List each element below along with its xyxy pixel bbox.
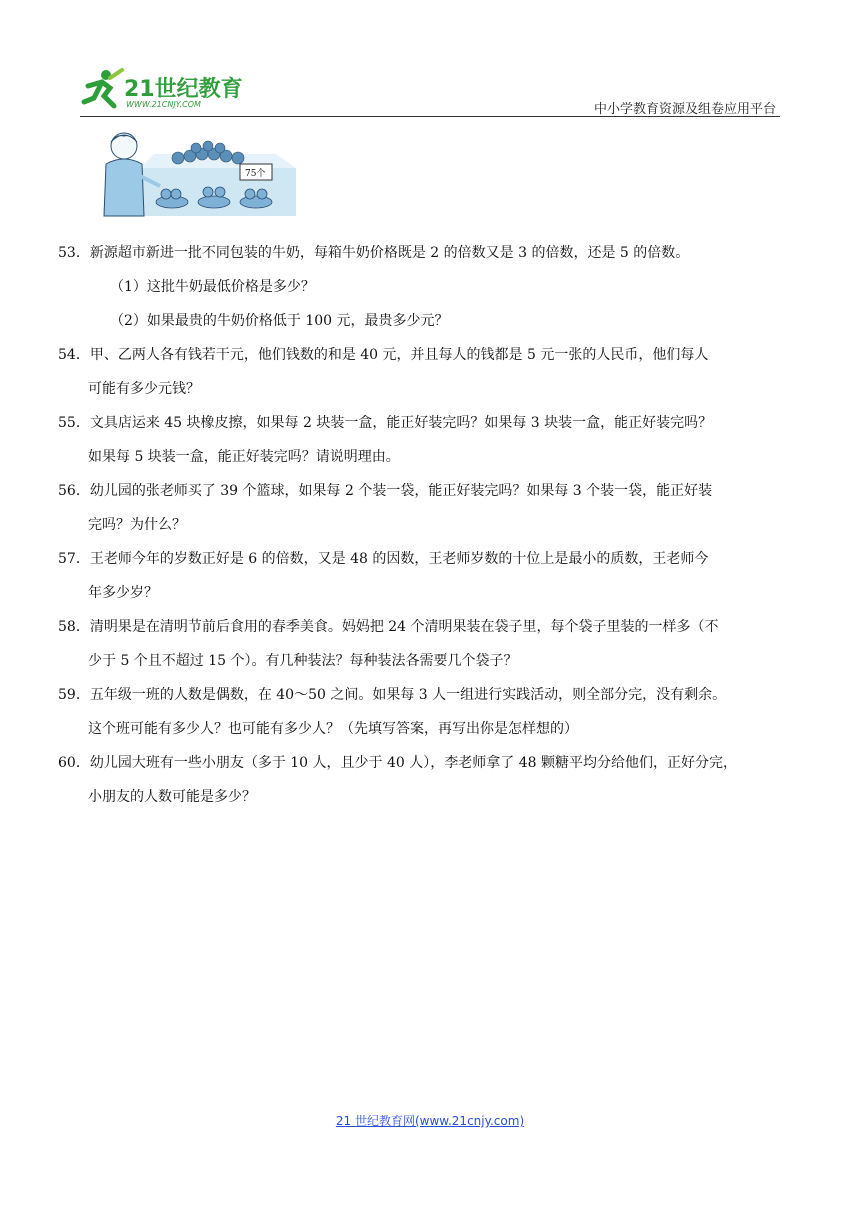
question-list [58, 236, 780, 814]
question-line: 57．王老师今年的岁数正好是 6 的倍数，又是 48 的因数，王老师岁数的十位上是最小的质数，王老师今 [58, 551, 709, 567]
question-line-cont: 少于 5 个且不超过 15 个）。有几种装法？每种装法各需要几个袋子？ [88, 653, 518, 669]
question-number: 57． [58, 551, 90, 567]
question-line: 56．幼儿园的张老师买了 39 个篮球，如果每 2 个装一袋，能正好装完吗？如果每 3 个装一袋，能正好装 [58, 483, 713, 499]
question-number: 55． [58, 415, 90, 431]
question-number: 58． [58, 619, 90, 635]
question-line-cont: 可能有多少元钱？ [88, 381, 200, 397]
page-header [80, 66, 780, 118]
question-line: 54．甲、乙两人各有钱若干元，他们钱数的和是 40 元，并且每人的钱都是 5 元一张的人民币，他们每人 [58, 347, 709, 363]
question-line-cont: 年多少岁？ [88, 585, 158, 601]
question-line: 60．幼儿园大班有一些小朋友（多于 10 人，且少于 40 人），李老师拿了 48 颗糖平均分给他们，正好分完， [58, 755, 737, 771]
question-line-cont: 完吗？为什么？ [88, 517, 186, 533]
footer-link[interactable]: 21 世纪教育网(www.21cnjy.com) [335, 1114, 525, 1128]
question-53 [58, 236, 780, 270]
question-number: 59． [58, 687, 90, 703]
question-59 [58, 678, 780, 746]
question-line: 55．文具店运来 45 块橡皮擦，如果每 2 块装一盒，能正好装完吗？如果每 3 块装一盒，能正好装完吗？ [58, 415, 713, 431]
question-53-part-1: （1）这批牛奶最低价格是多少？ [110, 279, 315, 295]
site-logo[interactable] [80, 66, 250, 112]
question-56 [58, 474, 780, 542]
question-number: 53． [58, 245, 90, 261]
question-number: 56． [58, 483, 90, 499]
question-line-cont: 这个班可能有多少人？也可能有多少人？（先填写答案，再写出你是怎样想的） [88, 721, 578, 737]
question-58 [58, 610, 780, 678]
header-divider [80, 116, 780, 117]
platform-name: 中小学教育资源及组卷应用平台 [593, 102, 776, 117]
question-number: 54． [58, 347, 90, 363]
question-54 [58, 338, 780, 406]
logo-url: WWW.21CNJY.COM [126, 100, 201, 109]
question-number: 60． [58, 755, 90, 771]
question-60 [58, 746, 780, 814]
fruit-stall-illustration [100, 124, 296, 222]
question-line: 58．清明果是在清明节前后食用的春季美食。妈妈把 24 个清明果装在袋子里，每个袋子里装的一样多（不 [58, 619, 719, 635]
runner-icon [80, 66, 128, 112]
question-line: 59．五年级一班的人数是偶数，在 40～50 之间。如果每 3 人一组进行实践活动，则全部分完，没有剩余。 [58, 687, 727, 703]
question-line-cont: 小朋友的人数可能是多少？ [88, 789, 256, 805]
question-55 [58, 406, 780, 474]
question-53-part-2: （2）如果最贵的牛奶价格低于 100 元，最贵多少元？ [110, 313, 449, 329]
question-line-cont: 如果每 5 块装一盒，能正好装完吗？请说明理由。 [88, 449, 400, 465]
question-57 [58, 542, 780, 610]
logo-text: 21世纪教育 [124, 77, 243, 102]
price-sign-text: 75个 [245, 169, 266, 179]
question-line: 53．新源超市新进一批不同包装的牛奶，每箱牛奶价格既是 2 的倍数又是 3 的倍数，还是 5 的倍数。 [58, 245, 690, 261]
